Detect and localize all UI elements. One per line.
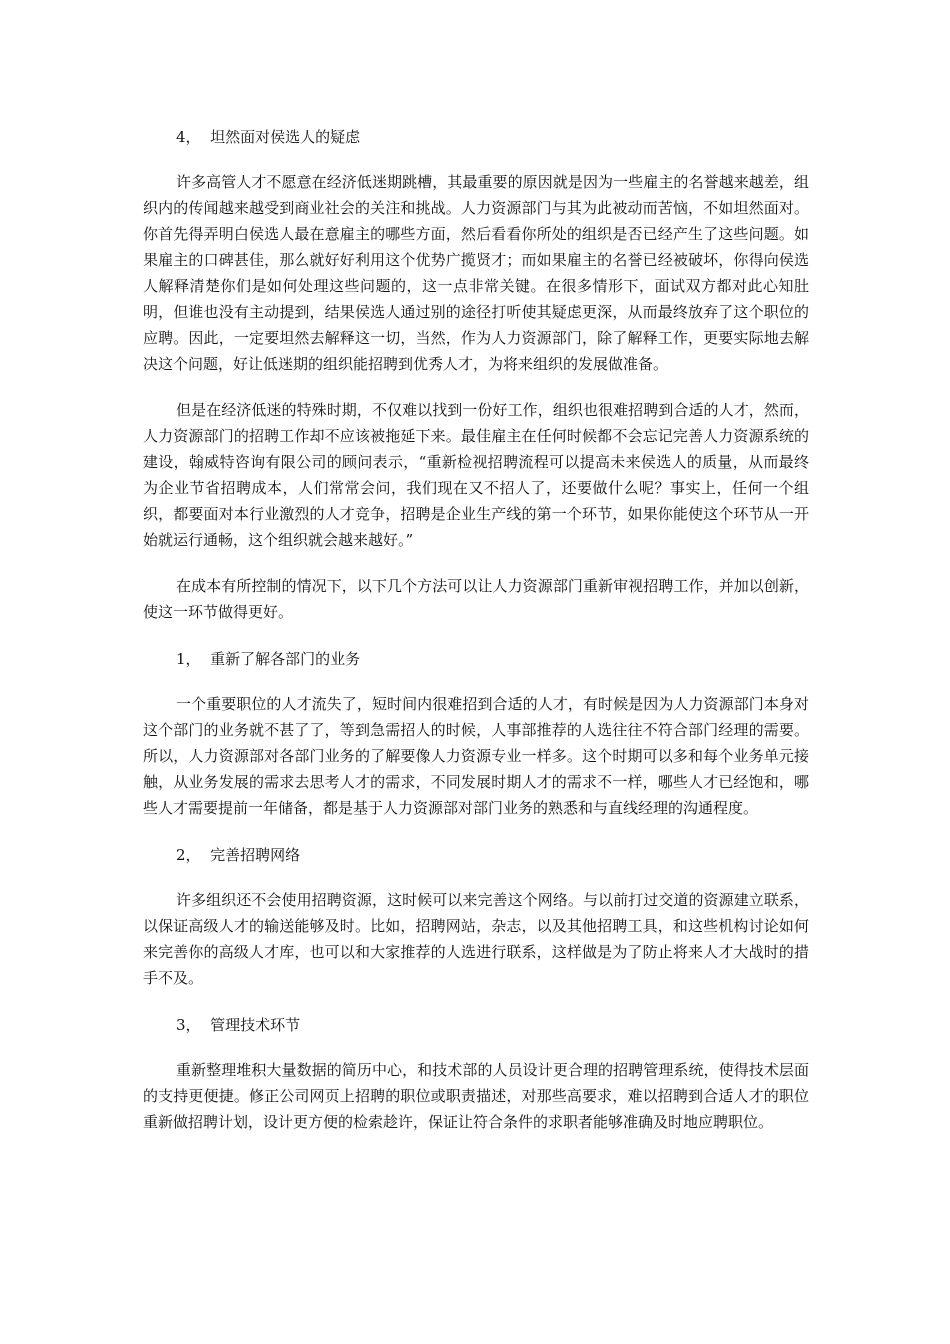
paragraph-technology-management: 重新整理堆积大量数据的简历中心，和技术部的人员设计更合理的招聘管理系统，使得技术层面的支持更便捷。修正公司网页上招聘的职位或职责描述，对那些高要求，难以招聘到合适人才的职位重新做招聘计划，设计更方便的检索趁许，保证让符合条件的求职者能够准确及时地应聘职位。 [143,1061,809,1131]
paragraph-recruiting-network: 许多组织还不会使用招聘资源，这时候可以来完善这个网络。与以前打过交道的资源建立联系，以保证高级人才的输送能够及时。比如，招聘网站，杂志，以及其他招聘工具，和这些机构讨论如何来完善你的高级人才库，也可以和大家推荐的人选进行联系，这样做是为了防止将来人才大战时的措手不及。 [143,891,809,987]
section-heading-technology: 3， 管理技术环节 [176,1016,301,1034]
section-heading-network: 2， 完善招聘网络 [176,846,301,864]
paragraph-recruiting-in-downturn: 但是在经济低迷的特殊时期，不仅难以找到一份好工作，组织也很难招聘到合适的人才，然而，人力资源部门的招聘工作却不应该被拖延下来。最佳雇主在任何时候都不会忘记完善人力资源系统的建设，翰威特咨询有限公司的顾问表示，“重新检视招聘流程可以提高未来侯选人的质量，从而最终为企业节省招聘成本，人们常常会问，我们现在又不招人了，还要做什么呢？事实上，任何一个组织，都要面对本行业激烈的人才竞争，招聘是企业生产线的第一个环节，如果你能使这个环节从一开始就运行通畅，这个组织就会越来越好。” [143,401,809,549]
paragraph-employer-reputation: 许多高管人才不愿意在经济低迷期跳槽，其最重要的原因就是因为一些雇主的名誉越来越差，组织内的传闻越来越受到商业社会的关注和挑战。人力资源部门与其为此被动而苦恼，不如坦然面对。你首先得弄明白侯选人最在意雇主的哪些方面，然后看看你所处的组织是否已经产生了这些问题。如果雇主的口碑甚佳，那么就好好利用这个优势广揽贤才；而如果雇主的名誉已经被破坏，你得向侯选人解释清楚你们是如何处理这些问题的，这一点非常关键。在很多情形下，面试双方都对此心知肚明，但谁也没有主动提到，结果侯选人通过别的途径打听使其疑虑更深，从而最终放弃了这个职位的应聘。因此，一定要坦然去解释这一切，当然，作为人力资源部门，除了解释工作，更要实际地去解决这个问题，好让低迷期的组织能招聘到优秀人才，为将来组织的发展做准备。 [143,173,809,373]
paragraph-methods-intro: 在成本有所控制的情况下，以下几个方法可以让人力资源部门重新审视招聘工作，并加以创新，使这一环节做得更好。 [143,577,809,621]
paragraph-department-business: 一个重要职位的人才流失了，短时间内很难招到合适的人才，有时候是因为人力资源部门本身对这个部门的业务就不甚了了，等到急需招人的时候，人事部推荐的人选往往不符合部门经理的需要。所以，人力资源部对各部门业务的了解要像人力资源专业一样多。这个时期可以多和每个业务单元接触，从业务发展的需求去思考人才的需求，不同发展时期人才的需求不一样，哪些人才已经饱和，哪些人才需要提前一年储备，都是基于人力资源部对部门业务的熟悉和与直线经理的沟通程度。 [143,695,809,817]
section-heading-departments: 1， 重新了解各部门的业务 [176,650,361,668]
section-heading-trust: 4， 坦然面对侯选人的疑虑 [176,128,361,146]
document-body [143,123,809,1155]
